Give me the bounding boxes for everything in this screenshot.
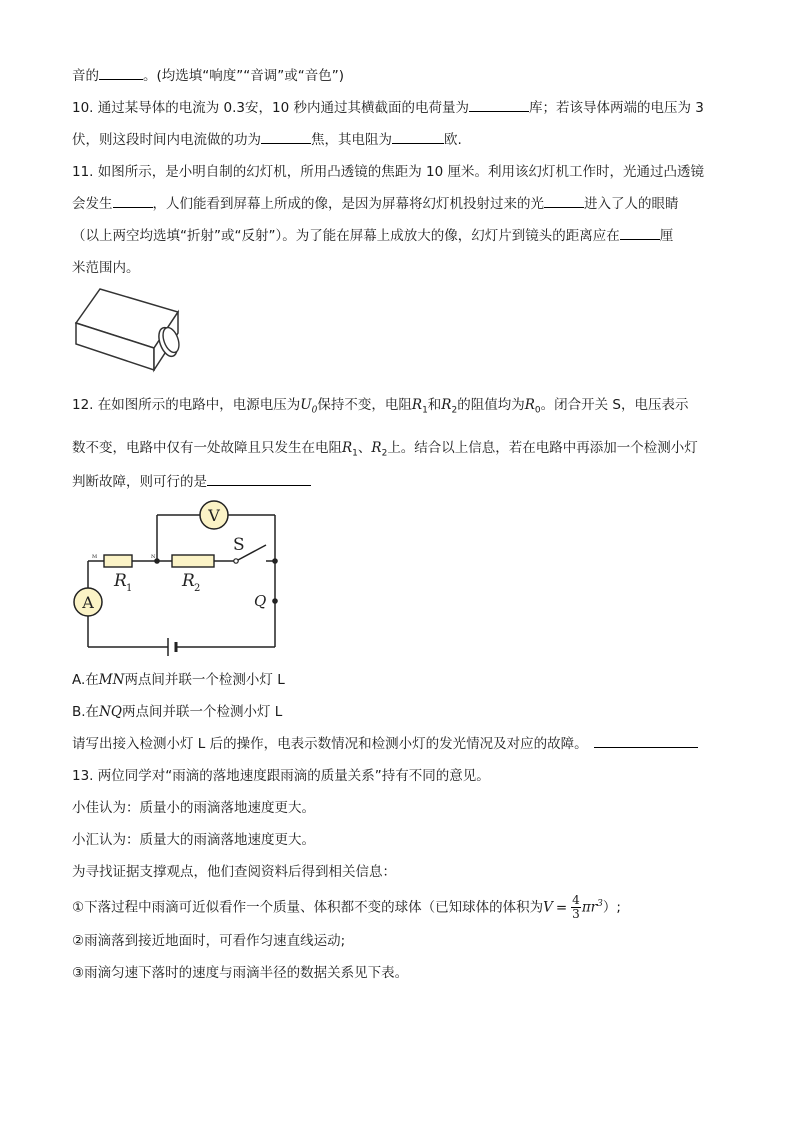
q11-line-1: 11. 如图所示，是小明自制的幻灯机，所用凸透镜的焦距为 10 厘米。利用该幻灯机工作时，光通过凸透镜 [72,164,705,180]
q10-blank-work[interactable] [261,131,311,144]
q11-blank-3[interactable] [620,227,660,240]
q13-line-7: ③雨滴匀速下落时的速度与雨滴半径的数据关系见下表。 [72,965,409,981]
switch-label: S [233,535,245,555]
q10-blank-resistance[interactable] [392,131,444,144]
q10-line-2: 伏，则这段时间内电流做的功为 焦，其电阻为 欧. [72,132,462,148]
q12-line-4: 请写出接入检测小灯 L 后的操作，电表示数情况和检测小灯的发光情况及对应的故障。 [72,735,698,753]
q9-line: 音的 。(均选填“响度”“音调”或“音色”) [72,68,344,84]
q12-explain-blank[interactable] [594,735,698,748]
q11-line-2: 会发生 ，人们能看到屏幕上所成的像，是因为屏幕将幻灯机投射过来的光 进入了人的眼睛 [72,196,679,212]
r2-subscript: 2 [194,583,201,594]
circuit-diagram [70,500,290,665]
volume-fraction: $\frac{4}{3}$ [572,893,580,921]
switch-contact [234,559,238,563]
q10-line-1: 10. 通过某导体的电流为 0.3安，10 秒内通过其横截面的电荷量为 库；若该导体两端的电压为 3 [72,100,704,116]
voltmeter-label: V [208,506,220,525]
q10-blank-charge[interactable] [469,99,529,112]
q13-line-1: 13. 两位同学对“雨滴的落地速度跟雨滴的质量关系”持有不同的意见。 [72,768,490,784]
junction-q [272,598,278,604]
q9-blank[interactable] [99,67,143,80]
q13-line-2: 小佳认为：质量小的雨滴落地速度更大。 [72,800,315,816]
q12-line-2: 数不变，电路中仅有一处故障且只发生在电阻$R_1$、$R_2$上。结合以上信息，若在电路中再添加一个检测小灯 [72,440,698,459]
q11-blank-2[interactable] [544,195,584,208]
q11-line-3: （以上两空均选填“折射”或“反射”）。为了能在屏幕上成放大的像，幻灯片到镜头的距离应在 厘 [72,228,674,244]
q13-line-4: 为寻找证据支撑观点，他们查阅资料后得到相关信息： [72,864,396,880]
q12-line-1: 12. 在如图所示的电路中，电源电压为$U_0$保持不变，电阻$R_1$和$R_2$的阻值均为$R_0$。闭合开关 S，电压表示 [72,397,689,416]
q12-line-3: 判断故障，则可行的是 [72,473,311,491]
q12-option-a: A.在MN两点间并联一个检测小灯 L [72,672,285,688]
q12-answer-blank[interactable] [207,473,311,486]
ammeter-label: A [82,593,94,612]
q11-blank-1[interactable] [113,195,153,208]
q13-line-5: ①下落过程中雨滴可近似看作一个质量、体积都不变的球体（已知球体的体积为V = $\frac{4}{3}$ $\pi r^3$）; [72,893,621,921]
junction-right [272,558,278,564]
q13-line-6: ②雨滴落到接近地面时，可看作匀速直线运动; [72,933,346,949]
resistor-r2 [172,555,214,567]
r1-label: R [114,571,127,591]
point-m-label: M [92,554,98,560]
slide-projector-figure [72,285,192,375]
q12-option-b: B.在NQ两点间并联一个检测小灯 L [72,704,283,720]
resistor-r1 [104,555,132,567]
r1-subscript: 1 [126,583,133,594]
q13-line-3: 小汇认为：质量大的雨滴落地速度更大。 [72,832,315,848]
r2-label: R [182,571,195,591]
point-n-label: N [151,554,156,560]
q11-line-4: 米范围内。 [72,260,140,276]
point-q-label: Q [254,592,267,610]
